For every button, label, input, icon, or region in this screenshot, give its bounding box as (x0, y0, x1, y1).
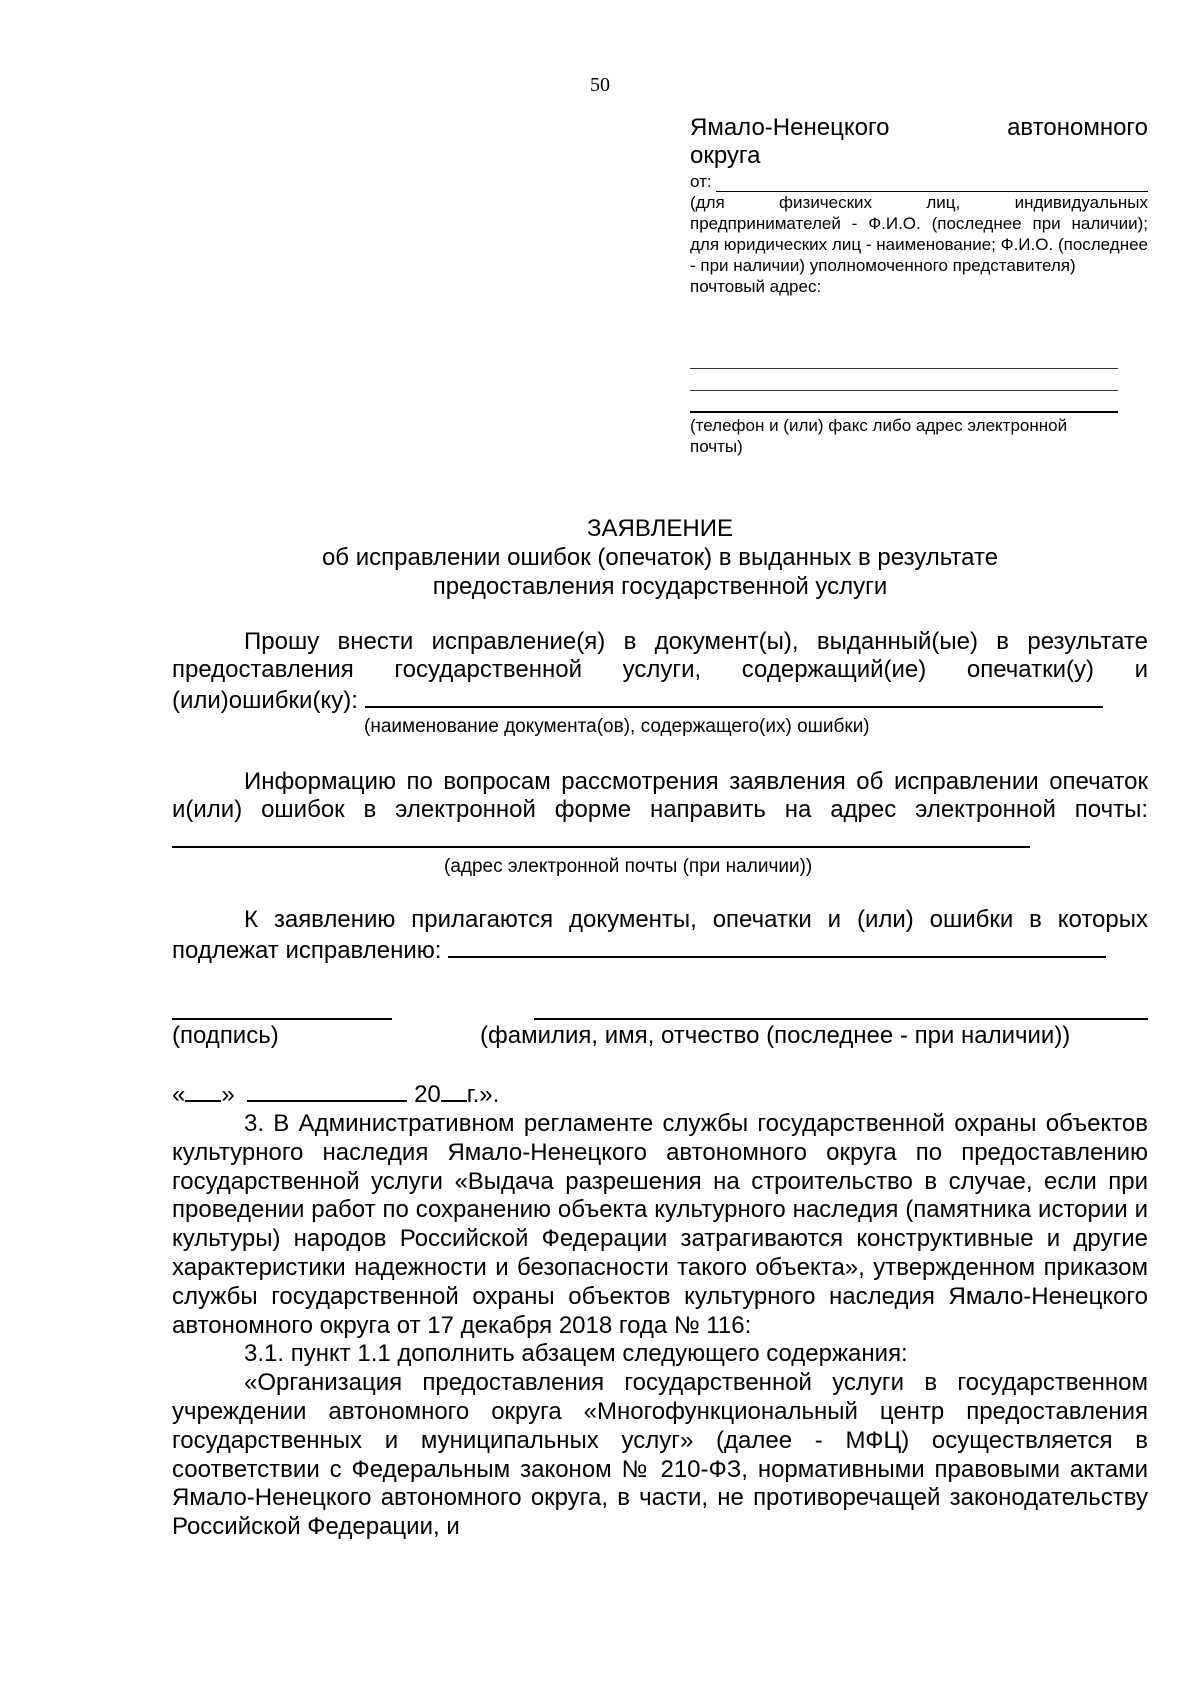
postal-label: почтовый адрес: (690, 277, 822, 296)
addressee-region-left: Ямало-Ненецкого (690, 114, 890, 141)
contact-note: (телефон и (или) факс либо адрес электронной почты) (690, 416, 1068, 456)
email-text: Информацию по вопросам рассмотрения заявления об исправлении опечаток и(или) ошибок в электронной форме направить на адрес электронной почты: (172, 768, 1148, 823)
postal-line-1[interactable] (690, 368, 1118, 369)
paragraph-3-1: 3.1. пункт 1.1 дополнить абзацем следующего содержания: (244, 1340, 908, 1368)
from-note: (для физических лиц, индивидуальных предпринимателей - Ф.И.О. (последнее при наличии); для юридических лиц - наименование; Ф.И.О. (последнее - при наличии) уполномоченного представителя) (690, 193, 1148, 275)
title-subtitle-2: предоставления государственной услуги (432, 573, 888, 600)
email-paragraph (172, 768, 1148, 855)
day-line[interactable] (185, 1080, 221, 1102)
document-name-line[interactable] (365, 684, 1103, 708)
paragraph-mfc: «Организация предоставления государственной услуги в государственном учреждении автономного округа «Многофункциональный центр предоставления государственных и муниципальных услуг» (далее - МФЦ) осуществляется в соответствии с Федеральным законом № 210-ФЗ, нормативными правовыми актами Ямало-Ненецкого автономного округа, в части, не противоречащей законодательству Российской Федерации, и (172, 1369, 1148, 1541)
from-fill-line[interactable] (716, 177, 1148, 192)
attachments-paragraph (172, 906, 1148, 965)
signature-line[interactable] (172, 1018, 392, 1020)
from-row (690, 172, 1148, 192)
month-line[interactable] (247, 1080, 407, 1102)
request-caption: (наименование документа(ов), содержащего(их) ошибки) (364, 716, 870, 737)
from-label: от: (690, 172, 712, 191)
request-paragraph (172, 628, 1148, 715)
contact-line[interactable] (690, 411, 1118, 413)
full-name-caption: (фамилия, имя, отчество (последнее - при наличии)) (480, 1022, 1071, 1049)
email-caption: (адрес электронной почты (при наличии)) (444, 856, 813, 877)
postal-line-2[interactable] (690, 390, 1118, 391)
addressee-region-right: автономного (1007, 114, 1148, 141)
date-close-quote: » (221, 1081, 235, 1108)
signature-lines (172, 1018, 1148, 1021)
title-subtitle-1: об исправлении ошибок (опечаток) в выданных в результате (321, 544, 999, 571)
attachments-text: К заявлению прилагаются документы, опечатки и (или) ошибки в которых подлежат исправлению: (172, 906, 1148, 964)
page-number: 50 (590, 74, 610, 96)
title-heading: ЗАЯВЛЕНИЕ (587, 515, 733, 542)
main-text (172, 1110, 1148, 1542)
application-title (172, 514, 1148, 601)
signature-caption: (подпись) (172, 1022, 279, 1049)
addressee-line1 (690, 114, 1148, 142)
year-line[interactable] (441, 1080, 467, 1102)
email-line[interactable] (172, 824, 1030, 848)
date-line (172, 1080, 499, 1109)
attachments-line[interactable] (448, 934, 1106, 958)
full-name-line[interactable] (534, 1018, 1148, 1020)
addressee-block (690, 114, 1148, 297)
paragraph-3: 3. В Административном регламенте службы государственной охраны объектов культурного наследия Ямало-Ненецкого автономного округа по предоставлению государственной услуги «Выдача разрешения на строительство в случае, если при проведении работ по сохранению объекта культурного наследия (памятника истории и культуры) народов Российской Федерации затрагиваются конструктивные и другие характеристики надежности и безопасности такого объекта», утвержденном приказом службы государственной охраны объектов культурного наследия Ямало-Ненецкого автономного округа от 17 декабря 2018 года № 116: (172, 1110, 1148, 1339)
date-open-quote: « (172, 1081, 186, 1108)
request-text: Прошу внести исправление(я) в документ(ы), выданный(ые) в результате предоставления государственной услуги, содержащий(ие) опечатки(у) и (или)ошибки(ку): (172, 628, 1148, 714)
addressee-line2: округа (690, 142, 761, 169)
year-prefix: 20 (414, 1081, 441, 1108)
year-suffix: г.». (466, 1081, 500, 1108)
